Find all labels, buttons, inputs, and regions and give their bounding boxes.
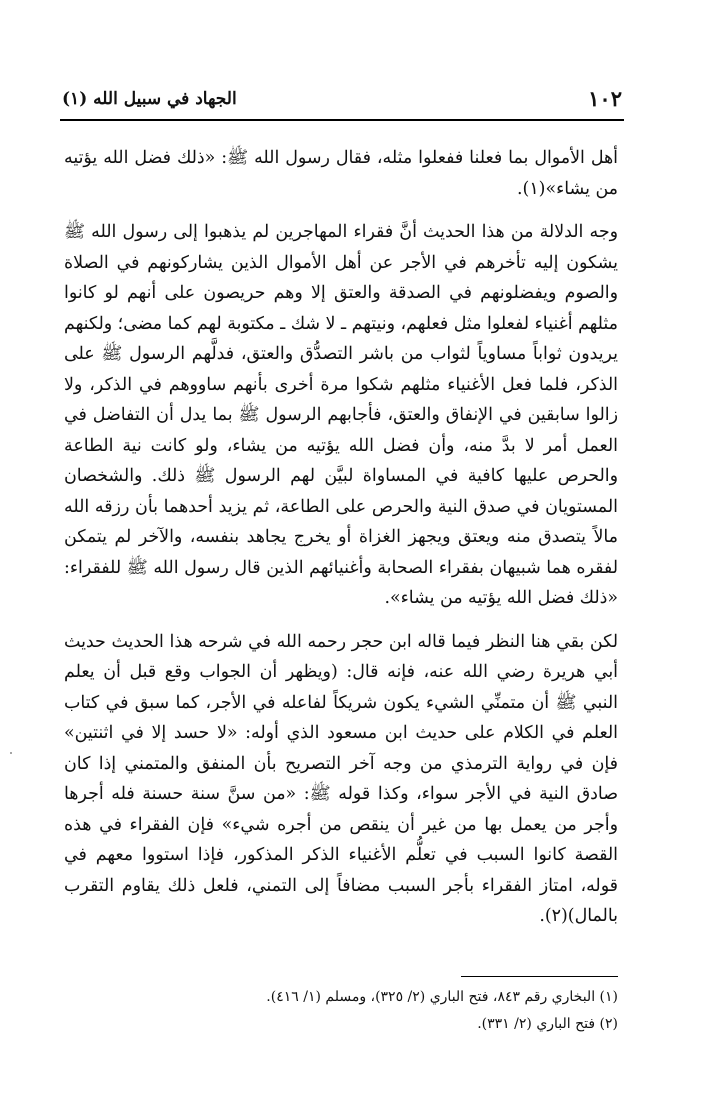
running-title: الجهاد في سبيل الله (١)	[62, 89, 237, 109]
page-header	[62, 86, 622, 118]
page-number: ١٠٢	[588, 86, 622, 111]
footnote-divider	[461, 976, 618, 977]
paragraph-2: وجه الدلالة من هذا الحديث أنَّ فقراء المهاجرين لم يذهبوا إلى رسول الله ﷺ يشكون إليه تأخرهم في الأجر عن أهل الأموال الذين يشاركونهم في الصلاة والصوم ويفضلونهم في الصدقة والعتق إلا وهم حريصون على أنهم لو كانوا مثلهم أغنياء لفعلوا مثل فعلهم، ونيتهم ـ لا شك ـ مكتوبة لهم كما مضى؛ ولكنهم يريدون ثواباً مساوياً لثواب من باشر التصدُّق والعتق، فدلَّهم الرسول ﷺ على الذكر، فلما فعل الأغنياء مثلهم شكوا مرة أخرى بأنهم ساووهم في الذكر، ولا زالوا سابقين في الإنفاق والعتق، فأجابهم الرسول ﷺ بما يدل أن التفاضل في العمل أمر لا بدَّ منه، وأن فضل الله يؤتيه من يشاء، ولو كانت نية الطاعة والحرص عليها كافية في المساواة لبيَّن لهم الرسول ﷺ ذلك. والشخصان المستويان في صدق النية والحرص على الطاعة، ثم يزيد أحدهما بأن رزقه الله مالاً يتصدق منه ويعتق ويجهز الغزاة أو يخرج يجاهد بنفسه، والآخر لم يتمكن لفقره هما شبيهان بفقراء الصحابة وأغنيائهم الذين قال رسول الله ﷺ للفقراء: «ذلك فضل الله يؤتيه من يشاء».	[64, 222, 618, 608]
paragraph-3: لكن بقي هنا النظر فيما قاله ابن حجر رحمه الله في شرحه هذا الحديث حديث أبي هريرة رضي الله عنه، فإنه قال: (ويظهر أن الجواب وقع قبل أن يعلم النبي ﷺ أن متمنِّي الشيء يكون شريكاً لفاعله في الأجر، كما سبق في كتاب العلم في الكلام على حديث ابن مسعود الذي أوله: «لا حسد إلا في اثنتين» فإن في رواية الترمذي من وجه آخر التصريح بأن المنفق والمتمني إذا كان صادق النية في الأجر سواء، وكذا قوله ﷺ: «من سنَّ سنة حسنة فله أجرها وأجر من يعمل بها من غير أن ينقص من أجره شيء» فإن الفقراء في هذه القصة كانوا السبب في تعلُّم الأغنياء الذكر المذكور، فإذا استووا معهم في قوله، امتاز الفقراء بأجر السبب مضافاً إلى التمني، فلعل ذلك يقاوم التقرب بالمال)(٢).	[64, 631, 618, 926]
footnotes	[64, 984, 618, 1038]
footnote-2: (٢) فتح الباري (٢/ ٣٣١).	[477, 1016, 618, 1032]
header-divider	[60, 119, 624, 121]
scan-speck	[10, 752, 12, 754]
footnote-1: (١) البخاري رقم ٨٤٣، فتح الباري (٢/ ٣٢٥)، ومسلم (١/ ٤١٦).	[266, 989, 618, 1005]
paragraph-1: أهل الأموال بما فعلنا ففعلوا مثله، فقال رسول الله ﷺ: «ذلك فضل الله يؤتيه من يشاء»(١).	[64, 148, 618, 199]
body-text	[64, 143, 618, 932]
